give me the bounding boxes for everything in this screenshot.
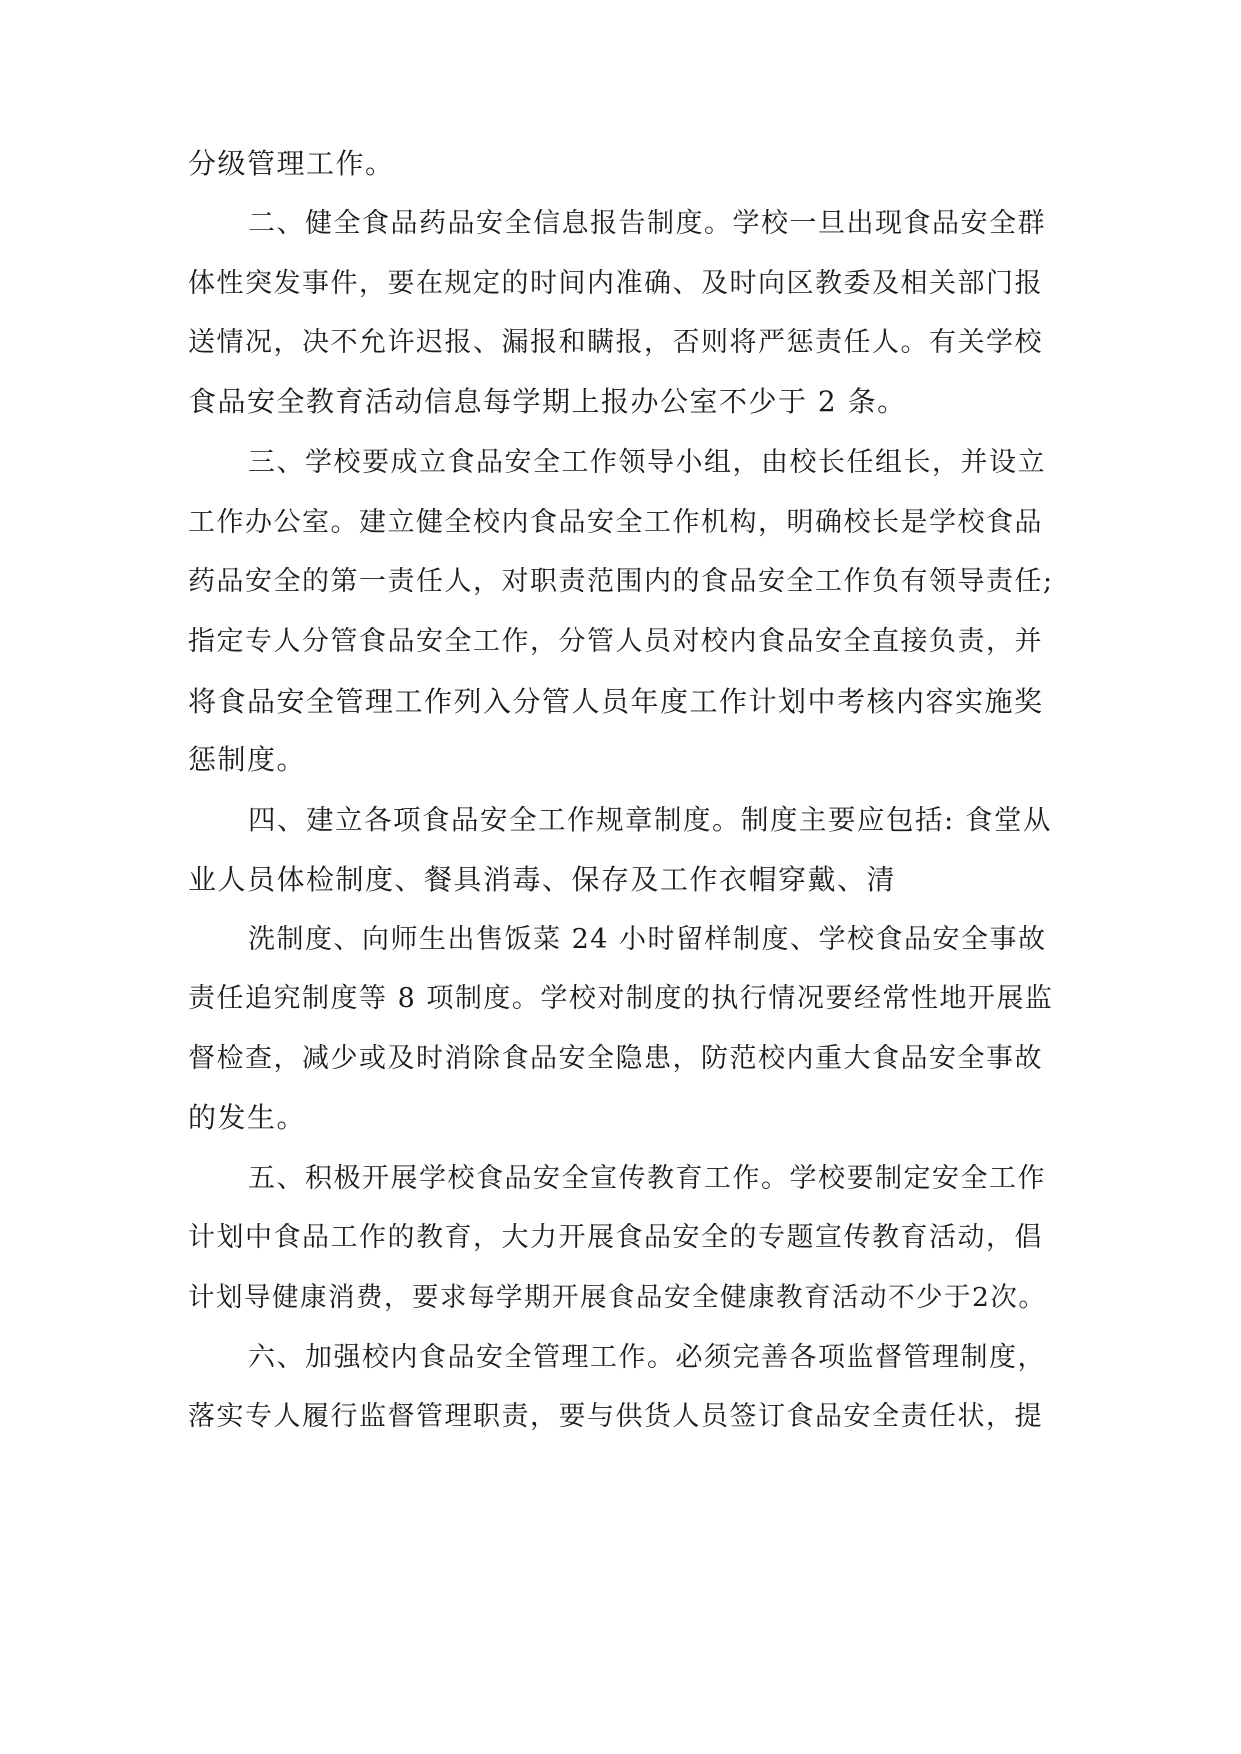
text-line: 食品安全教育活动信息每学期上报办公室不少于 2 条。 [188,385,907,418]
text-line: 二、健全食品药品安全信息报告制度。学校一旦出现食品安全群 [248,208,1046,239]
text-line: 分级管理工作。 [188,147,395,180]
text-line: 六、加强校内食品安全管理工作。必须完善各项监督管理制度， [248,1342,1046,1373]
text-line: 药品安全的第一责任人，对职责范围内的食品安全工作负有领导责任; [188,566,1054,597]
text-line: 的发生。 [188,1101,307,1134]
text-line: 将食品安全管理工作列入分管人员年度工作计划中考核内容实施奖 [188,685,1044,718]
text-line: 三、学校要成立食品安全工作领导小组，由校长任组长，并设立 [248,447,1046,478]
text-line: 送情况，决不允许迟报、漏报和瞒报，否则将严惩责任人。有关学校 [188,327,1043,358]
text-line: 五、积极开展学校食品安全宣传教育工作。学校要制定安全工作 [248,1163,1046,1194]
text-line: 惩制度。 [188,743,307,776]
text-line: 工作办公室。建立健全校内食品安全工作机构，明确校长是学校食品 [188,507,1043,538]
text-line: 体性突发事件，要在规定的时间内准确、及时向区教委及相关部门报 [188,268,1043,299]
text-line: 责任追究制度等 8 项制度。学校对制度的执行情况要经常性地开展监 [188,983,1054,1014]
text-line: 四、建立各项食品安全工作规章制度。制度主要应包括: 食堂从 [248,804,1053,836]
text-line: 计划导健康消费，要求每学期开展食品安全健康教育活动不少于2次。 [188,1282,1047,1313]
text-line: 督检查，减少或及时消除食品安全隐患，防范校内重大食品安全事故 [188,1043,1043,1074]
text-line: 落实专人履行监督管理职责，要与供货人员签订食品安全责任状，提 [188,1401,1043,1432]
text-line: 业人员体检制度、餐具消毒、保存及工作衣帽穿戴、清 [188,863,897,896]
text-line: 洗制度、向师生出售饭菜 24 小时留样制度、学校食品安全事故 [248,924,1047,955]
text-line: 指定专人分管食品安全工作，分管人员对校内食品安全直接负责，并 [188,626,1043,657]
text-line: 计划中食品工作的教育，大力开展食品安全的专题宣传教育活动，倡 [188,1222,1043,1253]
